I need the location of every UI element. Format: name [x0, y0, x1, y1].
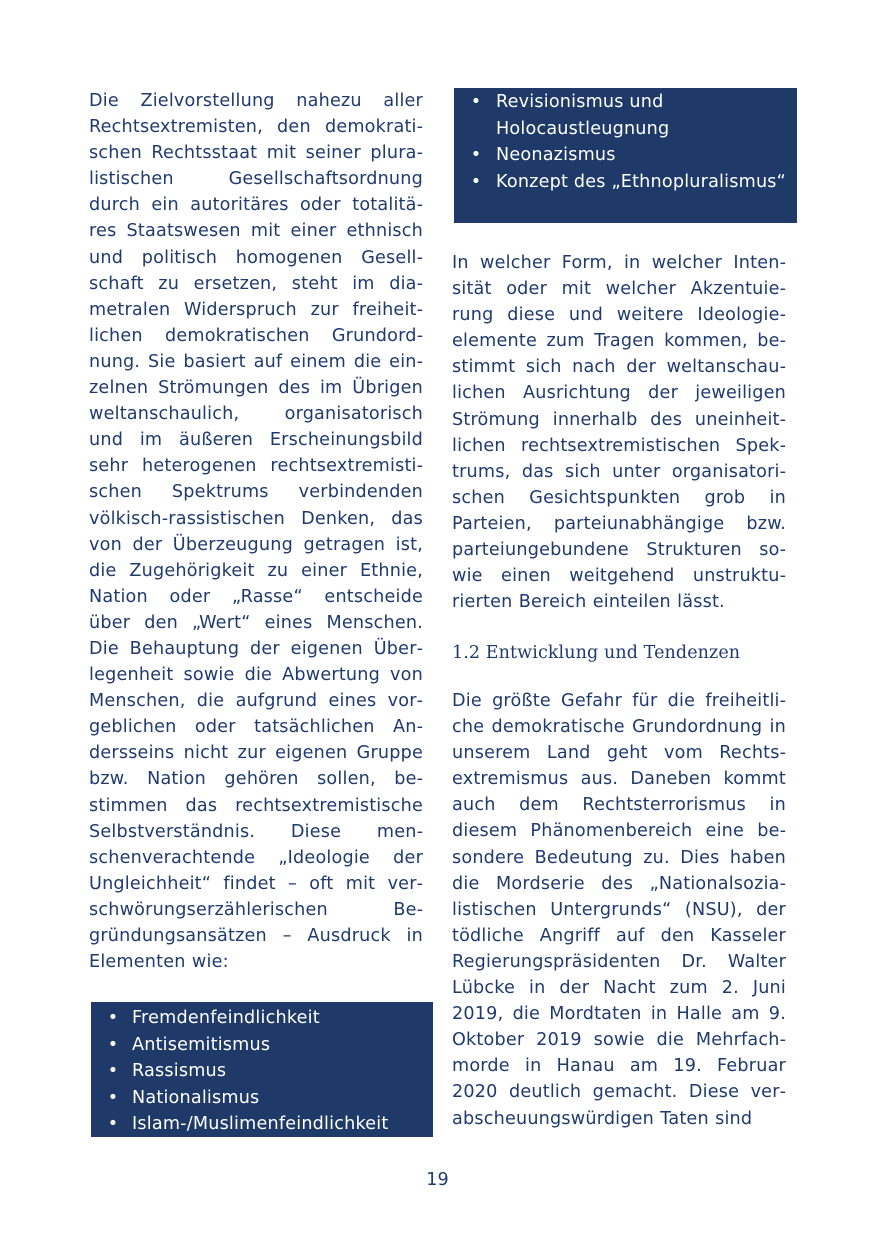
- list-item-label: Neonazismus: [496, 145, 616, 165]
- ideology-form-paragraph: In welcher Form, in welcher Intensität oder mit welcher Akzentuierung diese und weitere Ideologieelemente zum Tragen kommen, bestimmt sich nach der weltanschaulichen Ausrichtung der jeweiligen Strömung innerhalb des uneinheitlichen rechtsextremistischen Spektrums, das sich unter organisatorischen Gesichtspunkten grob in Parteien, parteiunabhängige bzw. parteiungebundene Strukturen sowie einen weitgehend unstrukturierten Bereich einteilen lässt.: [452, 253, 786, 613]
- list-item-label: Nationalismus: [132, 1087, 260, 1108]
- list-item-label: Islam-/Muslimenfeindlichkeit: [132, 1114, 389, 1134]
- ideology-elements-box-1: [91, 1002, 433, 1137]
- list-item: [91, 1032, 433, 1059]
- list-item: [91, 1005, 433, 1032]
- bullet-icon: •: [470, 145, 482, 165]
- bullet-icon: •: [107, 1008, 119, 1028]
- ideology-elements-list-1: [91, 1005, 433, 1138]
- bullet-icon: •: [470, 171, 482, 192]
- list-item: [454, 142, 797, 169]
- ideology-elements-list-2: [454, 89, 797, 195]
- right-column-continued: [452, 688, 786, 1132]
- bullet-icon: •: [107, 1114, 119, 1134]
- bullet-icon: •: [107, 1061, 119, 1081]
- list-item: [454, 169, 797, 196]
- left-column: [89, 88, 423, 975]
- page-number: 19: [426, 1170, 449, 1190]
- list-item-label: Revisionismus und Holocaustleugnung: [496, 92, 670, 139]
- ideology-elements-box-2: [454, 88, 797, 223]
- development-paragraph: Die größte Gefahr für die freiheitliche demokratische Grundordnung in unserem Land geht vom Rechtsextremismus aus. Daneben kommt auch dem Rechtsterrorismus in diesem Phänomenbereich eine besondere Bedeutung zu. Dies haben die Mordserie des „Nationalsozialistischen Untergrunds“ (NSU), der tödliche Angriff auf den Kasseler Regierungspräsidenten Dr. Walter Lübcke in der Nacht zum 2. Juni 2019, die Mordtaten in Halle am 9. Oktober 2019 sowie die Mehrfachmorde in Hanau am 19. Februar 2020 deutlich gemacht. Diese verabscheuungswürdigen Taten sind: [452, 691, 786, 1129]
- intro-paragraph: Die Zielvorstellung nahezu aller Rechtsextremisten, den demokratischen Rechtsstaat mit seiner pluralistischen Gesellschaftsordnung durch ein autoritäres oder totalitäres Staatswesen mit einer ethnisch und politisch homogenen Gesellschaft zu ersetzen, steht im diametralen Widerspruch zur freiheitlichen demokratischen Grundordnung. Sie basiert auf einem die einzelnen Strömungen des im Übrigen weltanschaulich, organisatorisch und im äußeren Erscheinungsbild sehr heterogenen rechtsextremistischen Spektrums verbindenden völkisch-rassistischen Denken, das von der Überzeugung getragen ist, die Zugehörigkeit zu einer Ethnie, Nation oder „Rasse“ entscheide über den „Wert“ eines Menschen. Die Behauptung der eigenen Überlegenheit sowie die Abwertung von Menschen, die aufgrund eines vorgeblichen oder tatsächlichen Andersseins nicht zur eigenen Gruppe bzw. Nation gehören sollen, bestimmen das rechtsextremistische Selbstverständnis. Diese menschenverachtende „Ideologie der Ungleichheit“ findet – oft mit verschwörungserzählerischen Begründungsansätzen – Ausdruck in Elementen wie:: [89, 91, 423, 973]
- list-item-label: Rassismus: [132, 1061, 227, 1081]
- list-item-label: Antisemitismus: [132, 1034, 271, 1055]
- list-item-label: Fremdenfeindlichkeit: [132, 1008, 320, 1028]
- bullet-icon: •: [107, 1034, 119, 1055]
- list-item-label: Konzept des „Ethnopluralismus“: [496, 171, 786, 192]
- list-item: [454, 89, 797, 142]
- right-column: [452, 250, 786, 615]
- list-item: [91, 1111, 433, 1138]
- section-heading: 1.2 Entwicklung und Tendenzen: [452, 643, 741, 663]
- list-item: [91, 1058, 433, 1085]
- list-item: [91, 1085, 433, 1112]
- bullet-icon: •: [107, 1087, 119, 1108]
- bullet-icon: •: [470, 92, 482, 112]
